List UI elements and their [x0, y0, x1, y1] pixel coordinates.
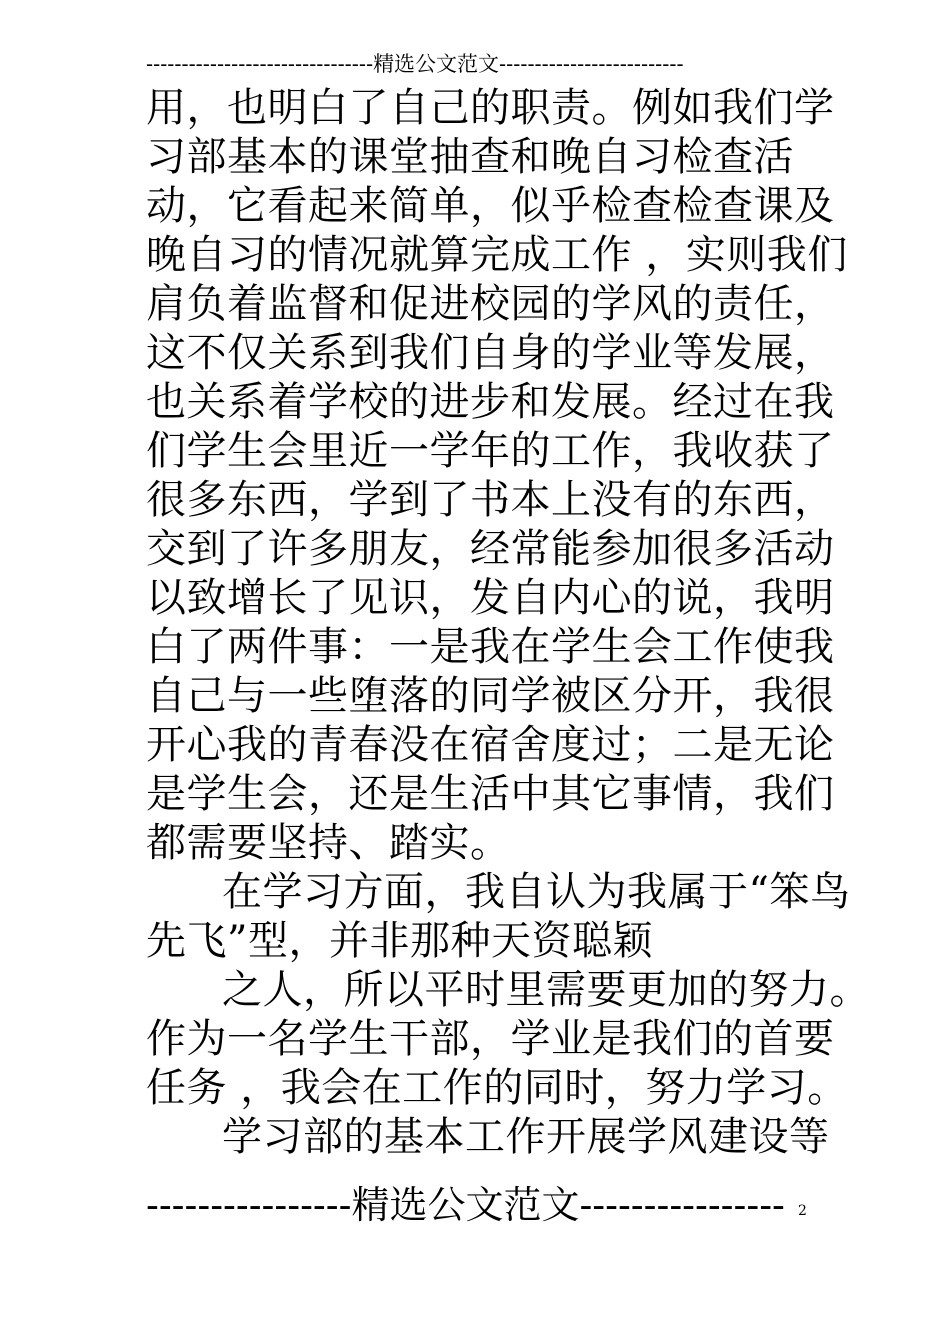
- text-line-21: 任务 ，我会在工作的同时，努力学习。: [146, 1065, 848, 1111]
- text-line-3: 动，它看起来简单，似乎检查检查课及: [146, 183, 835, 229]
- text-line-18: 先飞”型，并非那种天资聪颖: [146, 918, 653, 964]
- text-line-6: 这不仅关系到我们自身的学业等发展，: [146, 330, 835, 376]
- text-line-10: 交到了许多朋友，经常能参加很多活动: [146, 526, 835, 572]
- body-text: [146, 84, 870, 1162]
- text-line-13: 自己与一些堕落的同学被区分开，我很: [146, 673, 835, 719]
- text-line-1: 用，也明白了自己的职责。例如我们学: [146, 85, 835, 131]
- text-line-20: 作为一名学生干部，学业是我们的首要: [146, 1016, 835, 1062]
- text-line-4: 晚自习的情况就算完成工作 ，实则我们: [146, 232, 848, 278]
- text-line-9: 很多东西，学到了书本上没有的东西，: [146, 477, 835, 523]
- page-footer: ----------------精选公文范文----------------: [146, 1183, 785, 1227]
- text-line-8: 们学生会里近一学年的工作，我收获了: [146, 428, 835, 474]
- page-header: --------------------------------精选公文范文--------------------------: [146, 52, 684, 76]
- text-line-12: 白了两件事：一是我在学生会工作使我: [146, 624, 835, 670]
- text-line-14: 开心我的青春没在宿舍度过；二是无论: [146, 722, 835, 768]
- text-line-15: 是学生会，还是生活中其它事情，我们: [146, 771, 835, 817]
- text-line-16: 都需要坚持、踏实。: [146, 820, 511, 866]
- text-line-19: 之人，所以平时里需要更加的努力。: [222, 967, 870, 1013]
- text-line-22: 学习部的基本工作开展学风建设等: [222, 1114, 830, 1160]
- text-line-17: 在学习方面，我自认为我属于“笨鸟: [222, 869, 851, 915]
- text-line-7: 也关系着学校的进步和发展。经过在我: [146, 379, 835, 425]
- text-line-11: 以致增长了见识，发自内心的说，我明: [146, 575, 835, 621]
- text-line-5: 肩负着监督和促进校园的学风的责任，: [146, 281, 835, 327]
- text-line-2: 习部基本的课堂抽查和晚自习检查活: [146, 134, 794, 180]
- page-number: 2: [798, 1203, 807, 1219]
